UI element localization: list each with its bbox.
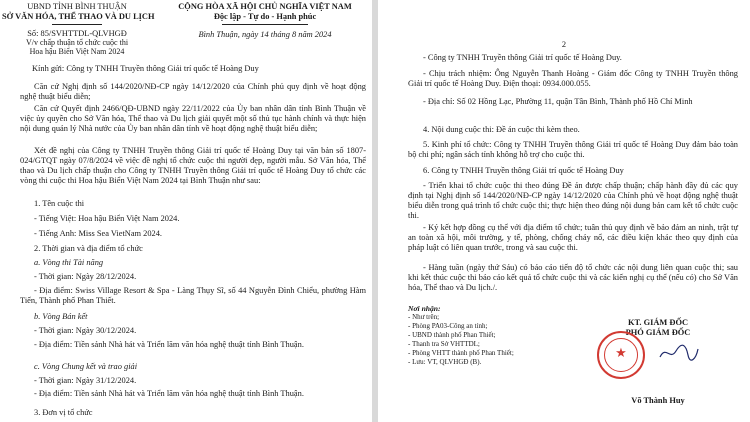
round-3-title: c. Vòng Chung kết và trao giải bbox=[34, 362, 138, 371]
name-english: - Tiếng Anh: Miss Sea VietNam 2024. bbox=[34, 229, 162, 238]
section-3-heading: 3. Đơn vị tổ chức bbox=[34, 408, 93, 417]
nation-title: CỘNG HÒA XÃ HỘI CHỦ NGHĨA VIỆT NAM bbox=[178, 2, 352, 11]
section-2-heading: 2. Thời gian và địa điểm tổ chức bbox=[34, 244, 143, 253]
round-1-time: - Thời gian: Ngày 28/12/2024. bbox=[34, 272, 137, 281]
organizer-name: - Công ty TNHH Truyền thông Giải trí quốc tế Hoàng Duy. bbox=[423, 53, 622, 62]
handwritten-signature bbox=[658, 343, 700, 363]
round-2-place: - Địa điểm: Tiền sảnh Nhà hát và Triển lãm văn hóa nghệ thuật tỉnh Bình Thuận. bbox=[34, 340, 304, 349]
round-3-place: - Địa điểm: Tiền sảnh Nhà hát và Triển lãm văn hóa nghệ thuật tỉnh Bình Thuận. bbox=[34, 389, 304, 398]
subject-line-1: V/v chấp thuận tổ chức cuộc thi bbox=[25, 38, 129, 47]
star-icon: ★ bbox=[615, 345, 627, 360]
issuing-agency: SỞ VĂN HÓA, THỂ THAO VÀ DU LỊCH bbox=[2, 12, 155, 21]
recipient-item: - Như trên; bbox=[408, 313, 440, 321]
parent-agency: UBND TỈNH BÌNH THUẬN bbox=[27, 2, 127, 11]
recipient-item: - UBND thành phố Phan Thiết; bbox=[408, 331, 496, 339]
section-6-heading: 6. Công ty TNHH Truyền thông Giải trí quốc tế Hoàng Duy bbox=[423, 166, 624, 175]
agency-underline bbox=[52, 24, 102, 25]
recipient-item: - Phòng PA03-Công an tỉnh; bbox=[408, 322, 488, 330]
motto-underline bbox=[222, 24, 308, 25]
doc-number: Số: 85/SVHTTDL-QLVHGĐ bbox=[27, 29, 127, 38]
subject-line-2: Hoa hậu Biển Việt Nam 2024 bbox=[29, 47, 125, 56]
organizer-responsible: - Chịu trách nhiệm: Ông Nguyễn Thanh Hoàng - Giám đốc Công ty TNHH Truyền thông Giải trí quốc tế Hoàng Duy. Điện thoại: 0934.000.055. bbox=[408, 69, 738, 88]
duty-3: - Hàng tuần (ngày thứ Sáu) có báo cáo tiến độ tổ chức các nội dung liên quan cuộc thi; sau khi kết thúc cuộc thi báo cáo kết quả tổ chức cuộc thi và các kiến nghị cụ thể (nếu có) cho Sở Văn hóa, Thể thao và Du lịch./. bbox=[408, 263, 738, 292]
nation-motto: Độc lập - Tự do - Hạnh phúc bbox=[213, 12, 317, 21]
page-number: 2 bbox=[561, 40, 567, 49]
recipient-item: - Thanh tra Sở VHTTDL; bbox=[408, 340, 480, 348]
round-2-time: - Thời gian: Ngày 30/12/2024. bbox=[34, 326, 137, 335]
section-4: 4. Nội dung cuộc thi: Đề án cuộc thi kèm theo. bbox=[423, 125, 580, 134]
legal-basis-2: Căn cứ Quyết định 2466/QĐ-UBND ngày 22/11/2022 của Ủy ban nhân dân tỉnh Bình Thuận về việc ủy quyền cho Sở Văn hóa, Thể thao và Du lịch giải quyết một số thủ tục hành chính và thực hiện nội dung quản lý Nhà nước của Ủy ban nhân dân tỉnh về hoạt động nghệ thuật biểu diễn; bbox=[20, 104, 366, 133]
document-page-1 bbox=[0, 0, 372, 422]
round-3-time: - Thời gian: Ngày 31/12/2024. bbox=[34, 376, 137, 385]
recipient: Kính gửi: Công ty TNHH Truyền thông Giải trí quốc tế Hoàng Duy bbox=[32, 64, 259, 73]
recipients-title: Nơi nhận: bbox=[408, 304, 441, 313]
round-1-title: a. Vòng thi Tài năng bbox=[34, 258, 104, 267]
official-seal-stamp bbox=[597, 331, 645, 379]
proposal-paragraph: Xét đề nghị của Công ty TNHH Truyền thông Giải trí quốc tế Hoàng Duy tại văn bản số 1807-024/GTQT ngày 07/8/2024 về việc đề nghị tổ chức cuộc thi người đẹp, người mẫu. Sở Văn hóa, Thể thao và Du lịch chấp thuận cho Công ty TNHH Truyền thông Giải trí quốc tế Hoàng Duy tổ chức các vòng thi cuộc thi Hoa hậu Biển Việt Nam 2024 tại Bình Thuận như sau: bbox=[20, 146, 366, 185]
signer-role: PHÓ GIÁM ĐỐC bbox=[625, 328, 691, 337]
signer-name: Võ Thành Huy bbox=[631, 396, 685, 405]
document-page-2 bbox=[378, 0, 750, 422]
recipient-item: - Phòng VHTT thành phố Phan Thiết; bbox=[408, 349, 514, 357]
round-2-title: b. Vòng Bán kết bbox=[34, 312, 88, 321]
place-date: Bình Thuận, ngày 14 tháng 8 năm 2024 bbox=[198, 30, 332, 39]
round-1-place: - Địa điểm: Swiss Village Resort & Spa - Làng Thụy Sĩ, số 44 Nguyễn Đình Chiểu, phường Hàm Tiến, Thành phố Phan Thiết. bbox=[20, 286, 366, 305]
sign-on-behalf: KT. GIÁM ĐỐC bbox=[627, 318, 689, 327]
duty-2: - Ký kết hợp đồng cụ thể với địa điểm tổ chức; tuân thủ quy định về bảo đảm an ninh, trật tự an toàn xã hội, môi trường, y tế, phòng, chống cháy nổ, các điều kiện khác theo quy định của pháp luật có liên quan trước, trong và sau cuộc thi. bbox=[408, 223, 738, 252]
duty-1: - Triển khai tổ chức cuộc thi theo đúng Đề án được chấp thuận; chấp hành đầy đủ các quy định tại Nghị định số 144/2020/NĐ-CP ngày 14/12/2020 của Chính phủ về hoạt động nghệ thuật biểu diễn trong quá trình tổ chức cuộc thi; thực hiện theo đúng nội dung bản cam kết tổ chức cuộc thi. bbox=[408, 181, 738, 220]
section-1-heading: 1. Tên cuộc thi bbox=[34, 199, 85, 208]
legal-basis-1: Căn cứ Nghị định số 144/2020/NĐ-CP ngày 14/12/2020 của Chính phủ quy định về hoạt động nghệ thuật biểu diễn; bbox=[20, 82, 366, 101]
section-5: 5. Kinh phí tổ chức: Công ty TNHH Truyền thông Giải trí quốc tế Hoàng Duy đảm bảo toàn bộ chi phí; ngân sách tỉnh không hỗ trợ cho cuộc thi. bbox=[408, 140, 738, 159]
organizer-address: - Địa chỉ: Số 02 Hồng Lạc, Phường 11, quận Tân Bình, Thành phố Hồ Chí Minh bbox=[423, 97, 693, 106]
name-vietnamese: - Tiếng Việt: Hoa hậu Biển Việt Nam 2024. bbox=[34, 214, 180, 223]
recipient-item: - Lưu: VT, QLVHGĐ (B). bbox=[408, 358, 482, 366]
